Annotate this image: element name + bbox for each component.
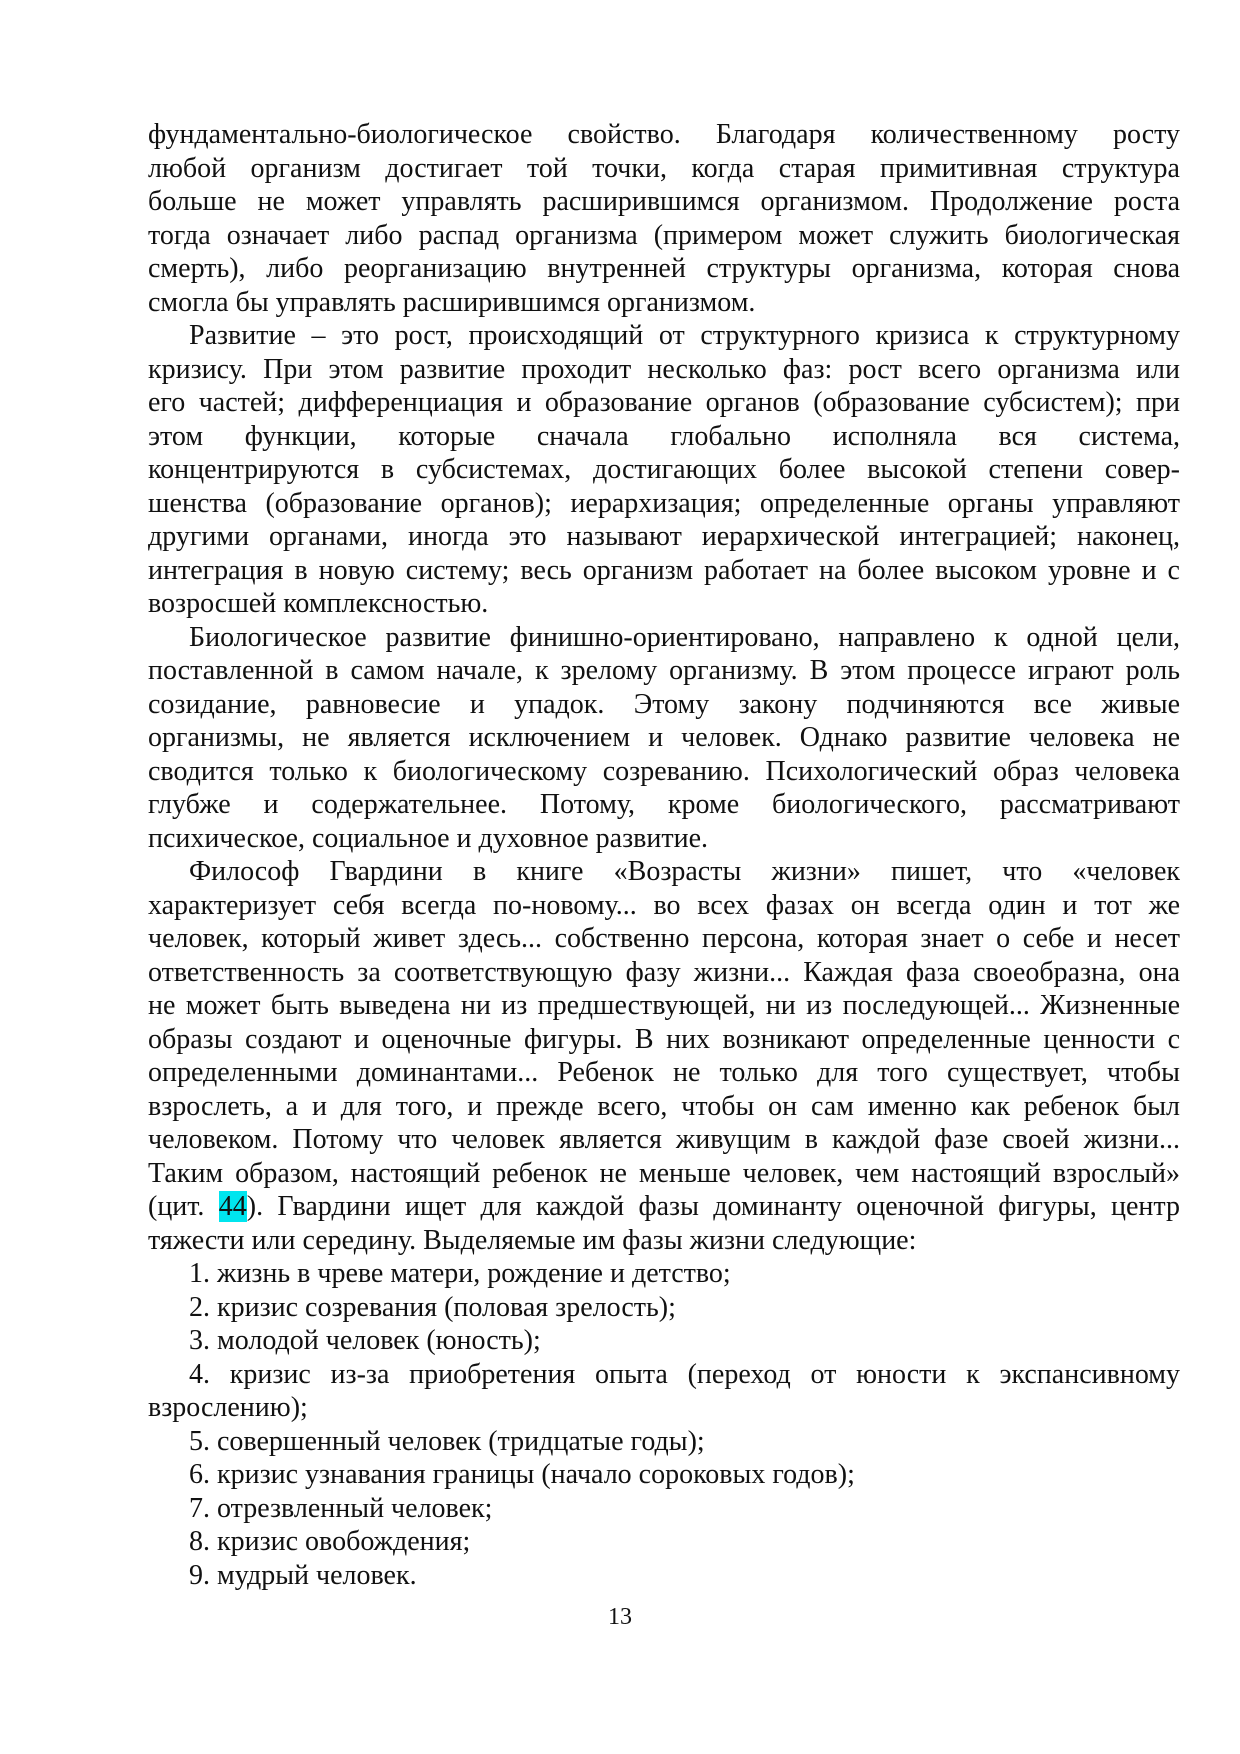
text-line: человеком. Потому что человек является живущим в каждой фазе своей жизни... [148, 1124, 1180, 1155]
text-line: другими органами, иногда это называют иерархической интеграцией; наконец, [148, 521, 1180, 552]
text-line: Развитие – это рост, происходящий от структурного кризиса к структурному [189, 320, 1180, 351]
text-line: возросшей комплексностью. [148, 588, 489, 619]
text-line: определенными доминантами... Ребенок не только для того существует, чтобы [148, 1057, 1180, 1088]
text-line: интеграция в новую систему; весь организм работает на более высоком уровне и с [148, 554, 1180, 586]
text-line: 1. жизнь в чреве матери, рождение и детство; [189, 1258, 731, 1289]
list-item [148, 1559, 1180, 1593]
text-line: Философ Гвардини в книге «Возрасты жизни» пишет, что «человек [189, 856, 1180, 887]
phase-list [148, 1257, 1180, 1592]
text-line: фундаментально-биологическое свойство. Благодаря количественному росту [148, 119, 1180, 150]
page-number: 13 [608, 1604, 632, 1630]
paragraph [148, 319, 1180, 621]
list-item [148, 1525, 1180, 1559]
text-line: смогла бы управлять расширившимся организмом. [148, 286, 756, 318]
text-line: 4. кризис из-за приобретения опыта (переход от юности к экспансивному [189, 1358, 1180, 1390]
list-item [148, 1425, 1180, 1459]
paragraph [148, 118, 1180, 319]
text-line: этом функции, которые сначала глобально исполняла вся система, [148, 420, 1180, 452]
text-line: человек, который живет здесь... собственно персона, которая знает о себе и несет [148, 923, 1180, 954]
text-fragment: (цит. [148, 1191, 219, 1222]
text-line: Биологическое развитие финишно-ориентировано, направлено к одной цели, [189, 621, 1180, 653]
text-line: 9. мудрый человек. [189, 1559, 417, 1591]
text-line: 6. кризис узнавания границы (начало сороковых годов); [189, 1459, 855, 1490]
text-line: смерть), либо реорганизацию внутренней структуры организма, которая снова [148, 253, 1180, 284]
text-line: ответственность за соответствующую фазу жизни... Каждая фаза своеобразна, она [148, 956, 1180, 988]
list-item [148, 1492, 1180, 1526]
text-line: тяжести или середину. Выделяемые им фазы жизни следующие: [148, 1224, 917, 1256]
list-item [148, 1324, 1180, 1358]
text-line: 8. кризис овобождения; [189, 1526, 471, 1557]
text-line: поставленной в самом начале, к зрелому организму. В этом процессе играют роль [148, 655, 1180, 686]
text-line: глубже и содержательнее. Потому, кроме биологического, рассматривают [148, 789, 1180, 820]
text-line: характеризует себя всегда по-новому... во всех фазах он всегда один и тот же [148, 889, 1180, 921]
text-line: любой организм достигает той точки, когда старая примитивная структура [148, 152, 1180, 184]
list-item [148, 1358, 1180, 1425]
text-line [148, 1190, 1180, 1224]
text-line: психическое, социальное и духовное развитие. [148, 822, 709, 854]
text-line: его частей; дифференциация и образование органов (образование субсистем); при [148, 387, 1180, 418]
text-line: 7. отрезвленный человек; [189, 1492, 493, 1524]
list-item [148, 1257, 1180, 1291]
citation-link[interactable]: 44 [218, 1191, 247, 1222]
paragraph [148, 855, 1180, 1257]
text-line: созидание, равновесие и упадок. Этому закону подчиняются все живые [148, 688, 1180, 720]
text-line: образы создают и оценочные фигуры. В них возникают определенные ценности с [148, 1023, 1180, 1055]
text-line: тогда означает либо распад организма (примером может служить биологическая [148, 219, 1180, 251]
page-body [148, 118, 1180, 1592]
text-line: концентрируются в субсистемах, достигающих более высокой степени совер- [148, 454, 1180, 485]
text-line: 3. молодой человек (юность); [189, 1325, 541, 1356]
paragraph [148, 621, 1180, 856]
list-item [148, 1458, 1180, 1492]
text-line: взрослению); [148, 1392, 308, 1423]
text-line: Таким образом, настоящий ребенок не меньше человек, чем настоящий взрослый» [148, 1157, 1180, 1189]
text-line: сводится только к биологическому созреванию. Психологический образ человека [148, 755, 1180, 787]
text-line: 5. совершенный человек (тридцатые годы); [189, 1425, 705, 1457]
text-line: шенства (образование органов); иерархизация; определенные органы управляют [148, 487, 1180, 519]
list-item [148, 1291, 1180, 1325]
text-fragment: ). Гвардини ищет для каждой фазы доминанту оценочной фигуры, центр [246, 1191, 1180, 1222]
text-line: организмы, не является исключением и человек. Однако развитие человека не [148, 722, 1180, 753]
text-line: взрослеть, а и для того, и прежде всего, чтобы он сам именно как ребенок был [148, 1090, 1180, 1122]
text-line: 2. кризис созревания (половая зрелость); [189, 1291, 676, 1323]
text-line: больше не может управлять расширившимся организмом. Продолжение роста [148, 186, 1180, 217]
text-line: кризису. При этом развитие проходит несколько фаз: рост всего организма или [148, 353, 1180, 385]
text-line: не может быть выведена ни из предшествующей, ни из последующей... Жизненные [148, 990, 1180, 1021]
